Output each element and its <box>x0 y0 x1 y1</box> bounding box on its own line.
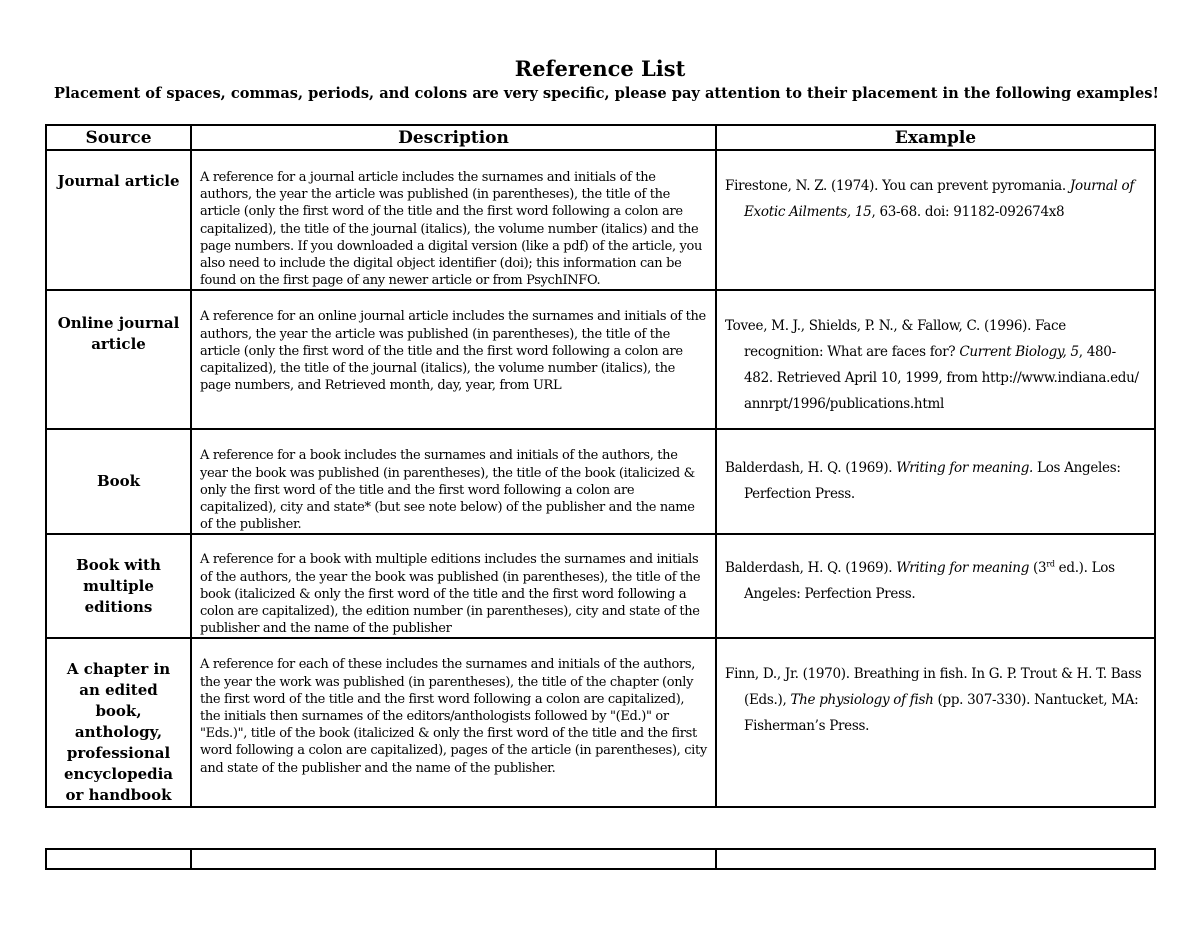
source-cell: Online journal article <box>46 290 191 429</box>
table-row <box>46 429 1155 534</box>
empty-cell <box>191 849 716 869</box>
example-cell: Finn, D., Jr. (1970). Breathing in fish. In G. P. Trout & H. T. Bass (Eds.), The physiology of fish (pp. 307-330). Nantucket, MA: Fisherman’s Press. <box>716 638 1155 807</box>
table-row <box>46 290 1155 429</box>
empty-cell <box>46 849 191 869</box>
header-source: Source <box>46 125 191 150</box>
empty-cell <box>716 849 1155 869</box>
source-cell: A chapter in an edited book, anthology, professional encyclopedia or handbook <box>46 638 191 807</box>
example-cell: Balderdash, H. Q. (1969). Writing for meaning. Los Angeles: Perfection Press. <box>716 429 1155 534</box>
empty-table-row <box>45 848 1156 870</box>
header-description: Description <box>191 125 716 150</box>
page-subtitle: Placement of spaces, commas, periods, and colons are very specific, please pay attention to their placement in the following examples! <box>54 85 1159 102</box>
example-cell: Tovee, M. J., Shields, P. N., & Fallow, C. (1996). Face recognition: What are faces for? Current Biology, 5, 480- 482. Retrieved April 10, 1999, from http://www.indiana.edu/ annrpt/1996/publications.html <box>716 290 1155 429</box>
description-cell: A reference for each of these includes the surnames and initials of the authors, the year the work was published (in parentheses), the title of the chapter (only the first word of the title and the first word following a colon are capitalized), the initials then surnames of the editors/anthologists followed by "(Ed.)" or "Eds.)", title of the book (italicized & only the first word of the title and the first word following a colon are capitalized), pages of the article (in parentheses), city and state of the publisher and the name of the publisher. <box>191 638 716 807</box>
description-cell: A reference for a book includes the surnames and initials of the authors, the year the book was published (in parentheses), the title of the book (italicized & only the first word of the title and the first word following a colon are capitalized), city and state* (but see note below) of the publisher and the name of the publisher. <box>191 429 716 534</box>
description-cell: A reference for a book with multiple editions includes the surnames and initials of the authors, the year the book was published (in parentheses), the title of the book (italicized & only the first word of the title and the first word following a colon are capitalized), the edition number (in parentheses), city and state of the publisher and the name of the publisher <box>191 534 716 638</box>
table-row <box>46 638 1155 807</box>
header-example: Example <box>716 125 1155 150</box>
description-cell: A reference for an online journal article includes the surnames and initials of the authors, the year the article was published (in parentheses), the title of the article (only the first word of the title and the first word following a colon are capitalized), the title of the journal (italics), the volume number (italics), the page numbers, and Retrieved month, day, year, from URL <box>191 290 716 429</box>
source-cell: Book with multiple editions <box>46 534 191 638</box>
table-header-row <box>46 125 1155 150</box>
reference-table <box>45 124 1156 808</box>
table-row <box>46 150 1155 290</box>
example-cell: Firestone, N. Z. (1974). You can prevent pyromania. Journal of Exotic Ailments, 15, 63-68. doi: 91182-092674x8 <box>716 150 1155 290</box>
description-cell: A reference for a journal article includes the surnames and initials of the authors, the year the article was published (in parentheses), the title of the article (only the first word of the title and the first word following a colon are capitalized), the title of the journal (italics), the volume number (italics) and the page numbers. If you downloaded a digital version (like a pdf) of the article, you also need to include the digital object identifier (doi); this information can be found on the first page of any newer article or from PsychINFO. <box>191 150 716 290</box>
source-cell: Journal article <box>46 150 191 290</box>
page-title: Reference List <box>514 56 686 81</box>
example-cell: Balderdash, H. Q. (1969). Writing for meaning (3rd ed.). Los Angeles: Perfection Press. <box>716 534 1155 638</box>
table-row <box>46 534 1155 638</box>
source-cell: Book <box>46 429 191 534</box>
